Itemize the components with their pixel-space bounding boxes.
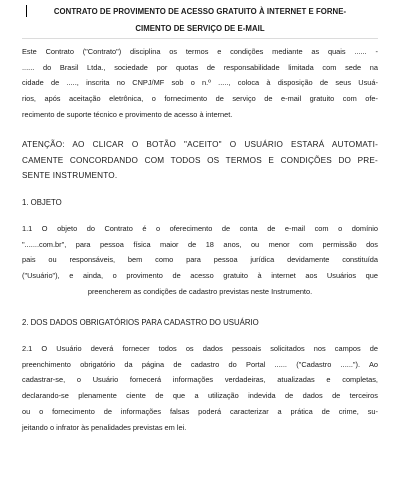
text-line: 2.1 O Usuário deverá fornecer todos os dados pessoais solicitados nos campos de	[22, 344, 378, 353]
section-2-paragraph	[22, 341, 378, 435]
title-divider	[22, 38, 378, 39]
text-line: ...... do Brasil Ltda., sociedade por quotas de responsabilidade limitada com sede na	[22, 62, 378, 72]
text-line: 1.1 O objeto do Contrato é o oferecimento de conta de e-mail com o domínio	[22, 224, 378, 233]
text-line: cadastrar-se, o Usuário fornecerá informações verdadeiras, atualizadas e completas,	[22, 375, 378, 385]
text-line: pais ou responsáveis, bem como para pessoa jurídica devidamente constituída	[22, 255, 378, 265]
intro-paragraph	[22, 44, 378, 123]
section-1-paragraph	[22, 221, 378, 300]
title-line: CONTRATO DE PROVIMENTO DE ACESSO GRATUITO À INTERNET E FORNE-	[53, 7, 347, 16]
text-line: ".......com.br", para pessoa física maior de 18 anos, ou menor com permissão dos	[22, 239, 378, 249]
text-line: Este Contrato ("Contrato") disciplina os termos e condições mediante as quais ...... -	[22, 47, 378, 56]
notice-paragraph	[22, 137, 378, 184]
document-title	[28, 3, 372, 37]
text-line: ATENÇÃO: AO CLICAR O BOTÃO "ACEITO" O USUÁRIO ESTARÁ AUTOMATI-	[22, 140, 378, 149]
section-1-heading: 1. OBJETO	[22, 198, 62, 207]
text-line: preenchimento obrigatório da página de cadastro do Portal ...... ("Cadastro ......"). Ao	[22, 359, 378, 369]
text-line: jeitando o infrator às penalidades previstas em lei.	[22, 422, 187, 432]
text-line: preencherem as condições de cadastro previstas neste Instrumento.	[87, 286, 313, 296]
text-line: ("Usuário"), e ainda, o provimento de acesso gratuito à internet aos Usuários que	[22, 271, 378, 281]
text-line: cidade de ....., inscrita no CNPJ/MF sob o n.º ....., coloca à disposição de seus Usuá-	[22, 78, 378, 88]
text-cursor	[26, 5, 27, 17]
text-line: rios, após aceitação eletrônica, o fornecimento de serviço de e-mail gratuito com ofe-	[22, 94, 378, 104]
text-line: declarando-se plenamente ciente de que a utilização indevida de dados de terceiros	[22, 391, 378, 401]
text-line: recimento de suporte técnico e provimento de acesso à internet.	[22, 109, 233, 119]
title-line: CIMENTO DE SERVIÇO DE E-MAIL	[135, 24, 265, 33]
text-line: CAMENTE CONCORDANDO COM TODOS OS TERMOS E CONDIÇÕES DO PRE-	[22, 155, 378, 165]
section-2-heading: 2. DOS DADOS OBRIGATÓRIOS PARA CADASTRO DO USUÁRIO	[22, 318, 259, 327]
text-line: ou o fornecimento de informações falsas poderá caracterizar a prática de crime, su-	[22, 406, 378, 416]
text-line: SENTE INSTRUMENTO.	[22, 171, 118, 180]
